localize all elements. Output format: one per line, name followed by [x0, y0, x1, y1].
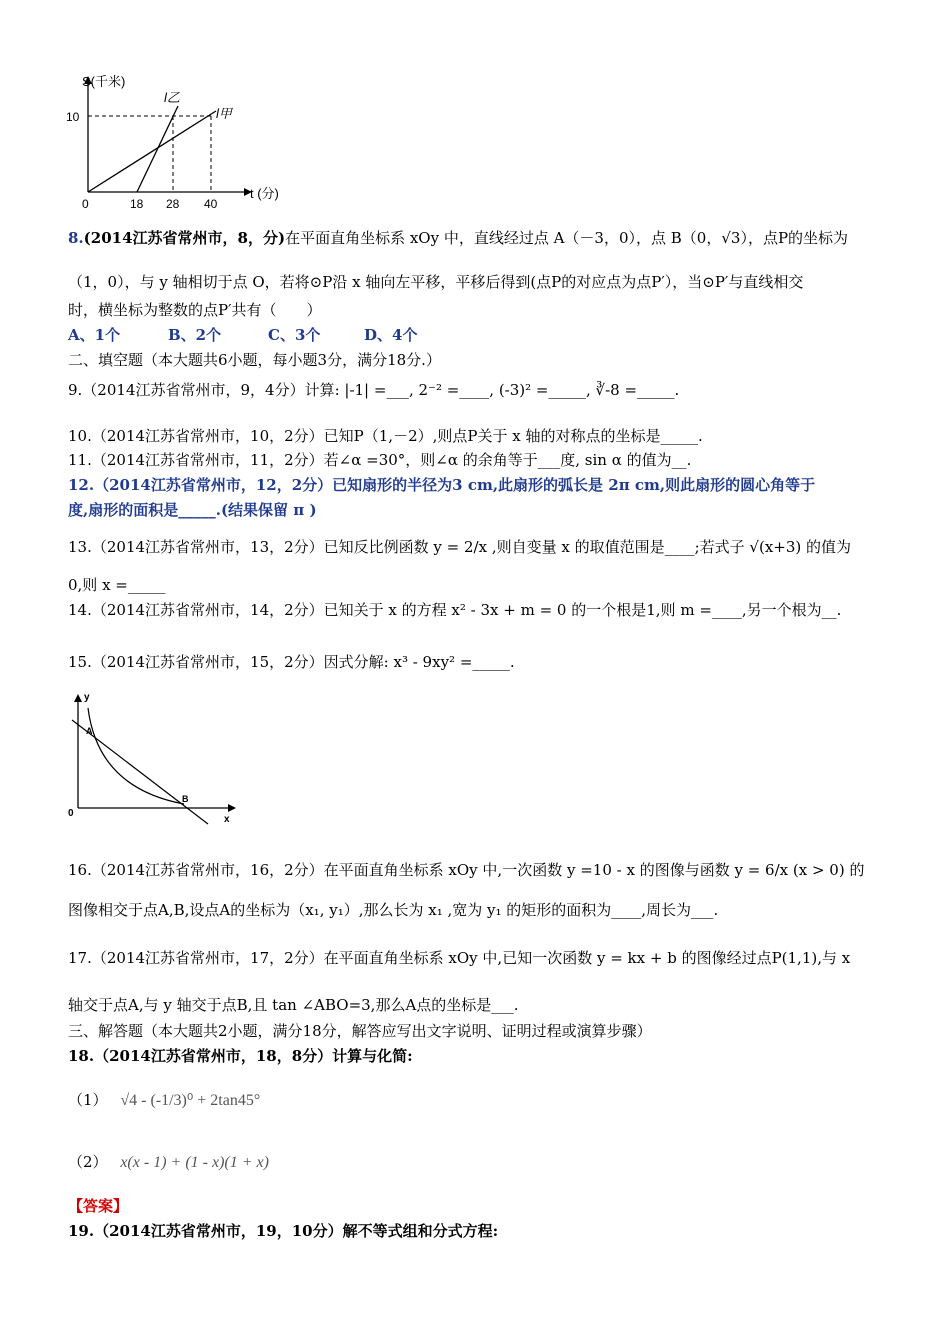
q16-line1: 16.（2014江苏省常州市，16，2分）在平面直角坐标系 xOy 中,一次函数 y =10 - x 的图像与函数 y = 6/x (x > 0) 的	[68, 861, 865, 879]
q18-part2	[68, 1152, 269, 1173]
q8-number: 8.	[68, 229, 84, 247]
x-tick-28: 28	[166, 197, 180, 211]
q8-line3: 时，横坐标为整数的点P′共有（ ）	[68, 301, 322, 319]
q8-line2: （1，0），与 y 轴相切于点 O，若将⊙P沿 x 轴向左平移，平移后得到(点P的对应点为点P′），当⊙P′与直线相交	[68, 273, 804, 291]
line-yi	[137, 106, 178, 192]
y-axis-label: S(千米)	[82, 74, 126, 89]
q17-line2: 轴交于点A,与 y 轴交于点B,且 tan ∠ABO=3,那么A点的坐标是___.	[68, 996, 519, 1014]
q12-line2: 度,扇形的面积是_____.(结果保留 π )	[68, 501, 317, 519]
graph2-origin-label: 0	[68, 808, 74, 819]
x-tick-40: 40	[204, 197, 218, 211]
hyperbola-curve	[88, 708, 184, 804]
q18-part1-label: （1）	[68, 1091, 108, 1109]
q12-line1: 12.（2014江苏省常州市，12，2分）已知扇形的半径为3 cm,此扇形的弧长是 2π cm,则此扇形的圆心角等于	[68, 476, 816, 494]
point-a-label: A	[86, 726, 93, 736]
y-tick-10: 10	[66, 110, 80, 124]
q9: 9.（2014江苏省常州市，9，4分）计算: |-1| =___, 2⁻² =____, (-3)² =_____, ∛-8 =_____.	[68, 381, 680, 399]
point-b-label: B	[182, 794, 189, 804]
graph2-x-label: x	[224, 814, 230, 825]
line-yi-label: l乙	[164, 90, 180, 105]
q18: 18.（2014江苏省常州市，18，8分）计算与化简:	[68, 1047, 413, 1065]
q15: 15.（2014江苏省常州市，15，2分）因式分解: x³ - 9xy² =_____.	[68, 653, 515, 671]
q13-line2: 0,则 x =_____	[68, 576, 166, 594]
function-intersection-graph	[64, 688, 244, 828]
distance-time-graph	[60, 70, 300, 215]
q8-option-b: B、2个	[168, 326, 222, 344]
q11: 11.（2014江苏省常州市，11，2分）若∠α =30°，则∠α 的余角等于___度, sin α 的值为__.	[68, 451, 692, 469]
answer-label: 【答案】	[68, 1197, 129, 1215]
q18-part2-label: （2）	[68, 1153, 108, 1171]
q18-part1-expr: √4 - (-1/3)⁰ + 2tan45°	[120, 1092, 261, 1109]
line-jia-label: l甲	[216, 106, 232, 121]
q8-options	[68, 325, 417, 345]
q19: 19.（2014江苏省常州市，19，10分）解不等式组和分式方程:	[68, 1222, 499, 1240]
q8-source: (2014江苏省常州市，8，分)	[83, 229, 286, 247]
q8-option-a: A、1个	[68, 326, 121, 344]
section3-heading: 三、解答题（本大题共2小题，满分18分，解答应写出文字说明、证明过程或演算步骤）	[68, 1022, 652, 1040]
q8-text1: 在平面直角坐标系 xOy 中，直线经过点 A（－3，0），点 B（0，√3），点P的坐标为	[285, 229, 849, 247]
q14: 14.（2014江苏省常州市，14，2分）已知关于 x 的方程 x² - 3x + m = 0 的一个根是1,则 m =____,另一个根为__.	[68, 601, 842, 619]
q17-line1: 17.（2014江苏省常州市，17，2分）在平面直角坐标系 xOy 中,已知一次函数 y = kx + b 的图像经过点P(1,1),与 x	[68, 949, 851, 967]
q16-line2: 图像相交于点A,B,设点A的坐标为（x₁, y₁）,那么长为 x₁ ,宽为 y₁ 的矩形的面积为____,周长为___.	[68, 901, 719, 919]
x-axis-label: t (分)	[250, 186, 279, 201]
graph2-y-label: y	[84, 692, 90, 703]
q8-option-c: C、3个	[268, 326, 321, 344]
q18-part2-expr: x(x - 1) + (1 - x)(1 + x)	[120, 1154, 269, 1171]
line-jia	[88, 111, 216, 192]
x-tick-18: 18	[130, 197, 144, 211]
q13-line1: 13.（2014江苏省常州市，13，2分）已知反比例函数 y = 2/x ,则自变量 x 的取值范围是____;若式子 √(x+3) 的值为	[68, 538, 852, 556]
q10: 10.（2014江苏省常州市，10，2分）已知P（1,－2）,则点P关于 x 轴的对称点的坐标是_____.	[68, 427, 703, 445]
q18-part1	[68, 1090, 260, 1111]
q8-line1	[68, 228, 848, 248]
x-tick-0: 0	[82, 197, 89, 211]
section2-heading: 二、填空题（本大题共6小题，每小题3分，满分18分.）	[68, 351, 441, 369]
q8-option-d: D、4个	[364, 326, 418, 344]
